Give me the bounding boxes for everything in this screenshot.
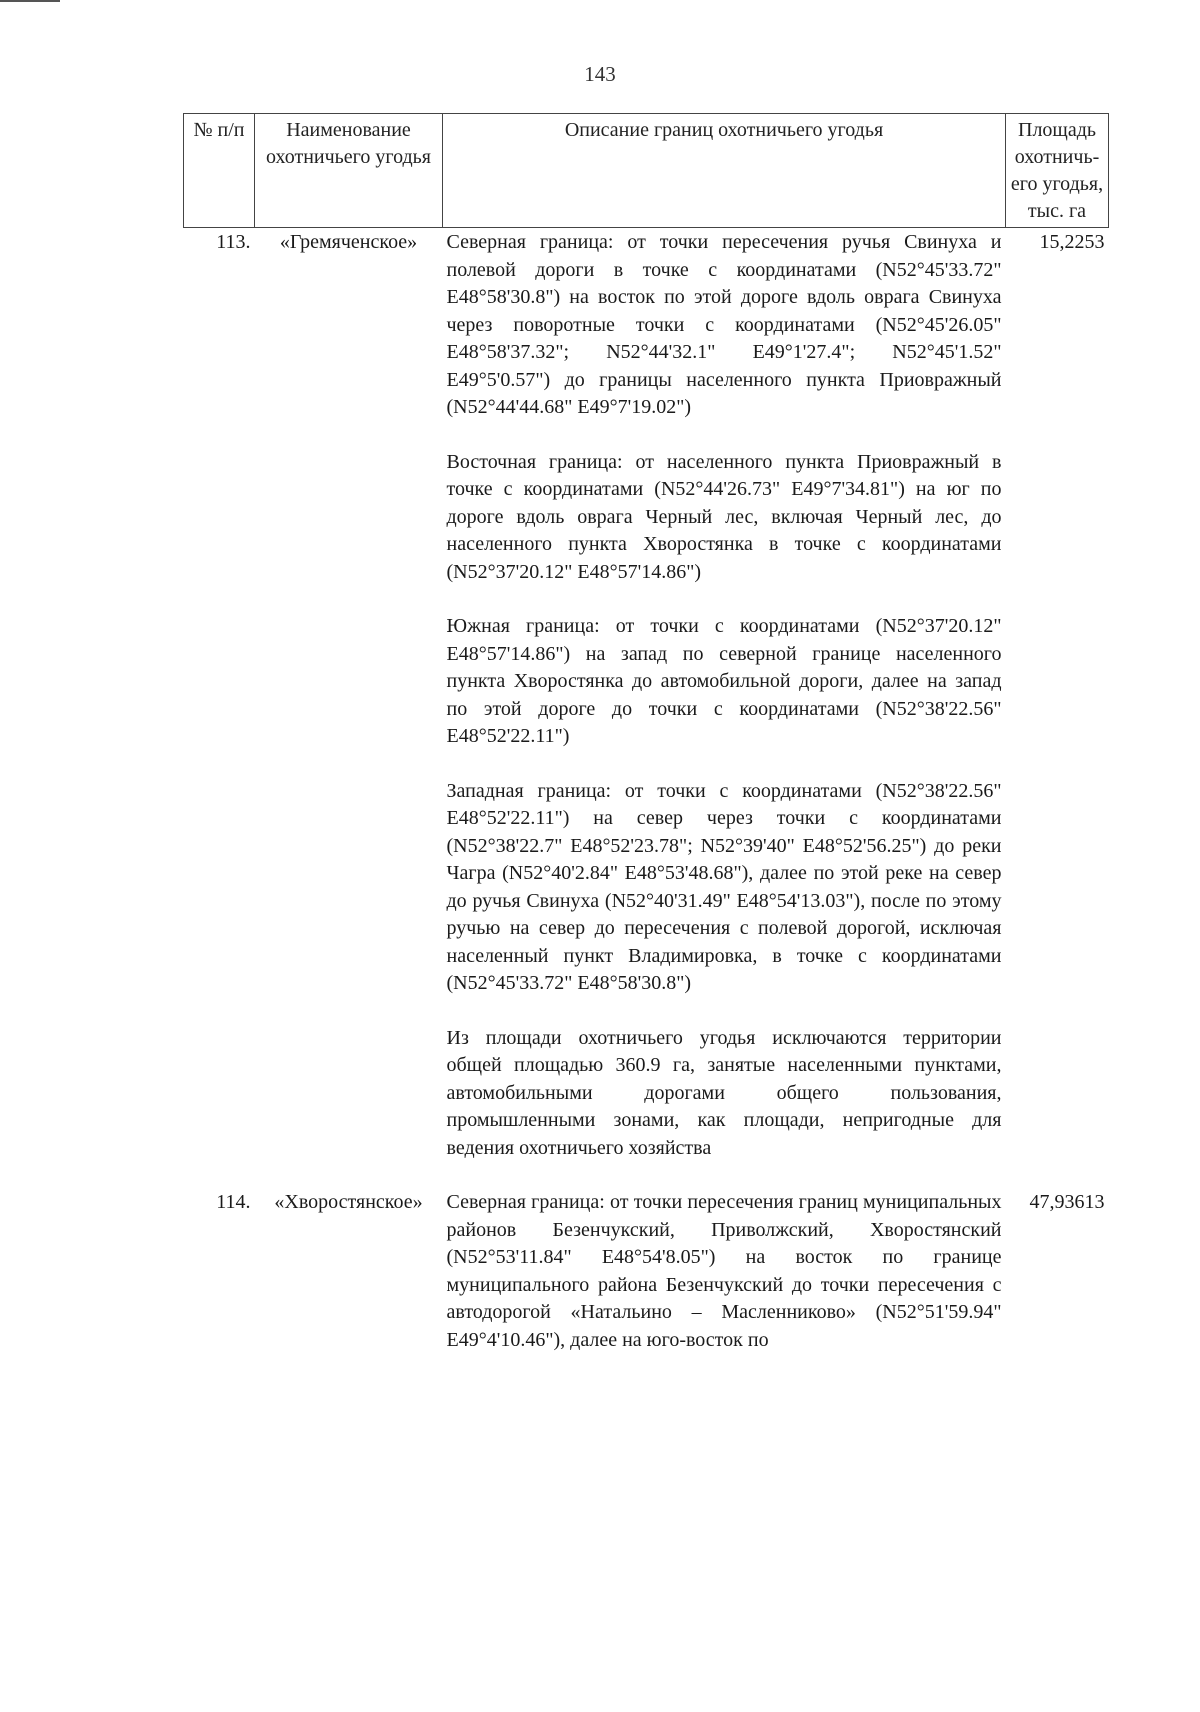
scan-edge-line [0, 0, 60, 2]
page-number: 143 [584, 62, 616, 86]
boundary-description [443, 1162, 1006, 1354]
boundary-description [443, 228, 1006, 1163]
south-boundary-paragraph: Южная граница: от точки с координатами (N52°37'20.12" E48°57'14.86") на запад по северной границе населенного пункта Хворостянка до автомобильной дороги, далее на запад по этой дороге до точки с координатами (N52°38'22.56" E48°52'22.11") [446, 615, 1002, 747]
east-boundary-paragraph: Восточная граница: от населенного пункта Приовражный в точке с координатами (N52°44'26.73" E49°7'34.81") на юг по дороге вдоль оврага Черный лес, включая Черный лес, до населенного пункта Хворостянка в точке с координатами (N52°37'20.12" E48°57'14.86") [446, 450, 1002, 583]
header-description: Описание границ охотничьего угодья [443, 114, 1006, 228]
west-boundary-paragraph: Западная граница: от точки с координатами (N52°38'22.56" E48°52'22.11") на север через точки с координатами (N52°38'22.7" E48°52'23.78"; N52°39'40" E48°52'56.25") до реки Чагра (N52°40'2.84" E48°53'48.68"), далее по этой реке на север до ручья Свинуха (N52°40'31.49" E48°54'13.03"), после по этому ручью на север до пересечения с полевой дорогой, исключая населенный пункт Владимировка, в точке с координатами (N52°45'33.72" E48°58'30.8") [446, 779, 1002, 994]
hunting-grounds-table [183, 113, 1109, 1354]
row-number: 113. [216, 231, 251, 253]
table-row [184, 1162, 1109, 1354]
ground-name: «Хворостянское» [274, 1191, 423, 1213]
north-boundary-paragraph: Северная граница: от точки пересечения ручья Свинуха и полевой дороги в точке с координатами (N52°45'33.72" E48°58'30.8") на восток по этой дороге вдоль оврага Свинуха через поворотные точки с координатами (N52°45'26.05" E48°58'37.32"; N52°44'32.1" E49°1'27.4"; N52°45'1.52" E49°5'0.57") до границы населенного пункта Приовражный (N52°44'44.68" E49°7'19.02") [446, 231, 1002, 418]
north-boundary-paragraph: Северная граница: от точки пересечения границ муниципальных районов Безенчукский, Приволжский, Хворостянский (N52°53'11.84" E48°54'8.05") на восток по границе муниципального района Безенчукский до точки пересечения с автодорогой «Натальино – Масленниково» (N52°51'59.94" E49°4'10.46"), далее на юго-восток по [446, 1191, 1002, 1351]
ground-area: 15,2253 [1039, 231, 1105, 253]
header-name: Наименование охотничьего угодья [255, 114, 443, 228]
table-header-row [184, 114, 1109, 228]
header-area: Площадь охотничь-его угодья, тыс. га [1006, 114, 1109, 228]
row-number: 114. [216, 1191, 251, 1213]
ground-area: 47,93613 [1029, 1191, 1105, 1213]
table-row [184, 228, 1109, 1163]
excluded-area-paragraph: Из площади охотничьего угодья исключаются территории общей площадью 360.9 га, занятые населенными пунктами, автомобильными дорогами общего пользования, промышленными зонами, как площади, непригодные для ведения охотничьего хозяйства [446, 1026, 1002, 1159]
header-num: № п/п [184, 114, 255, 228]
ground-name: «Гремяченское» [279, 231, 418, 253]
